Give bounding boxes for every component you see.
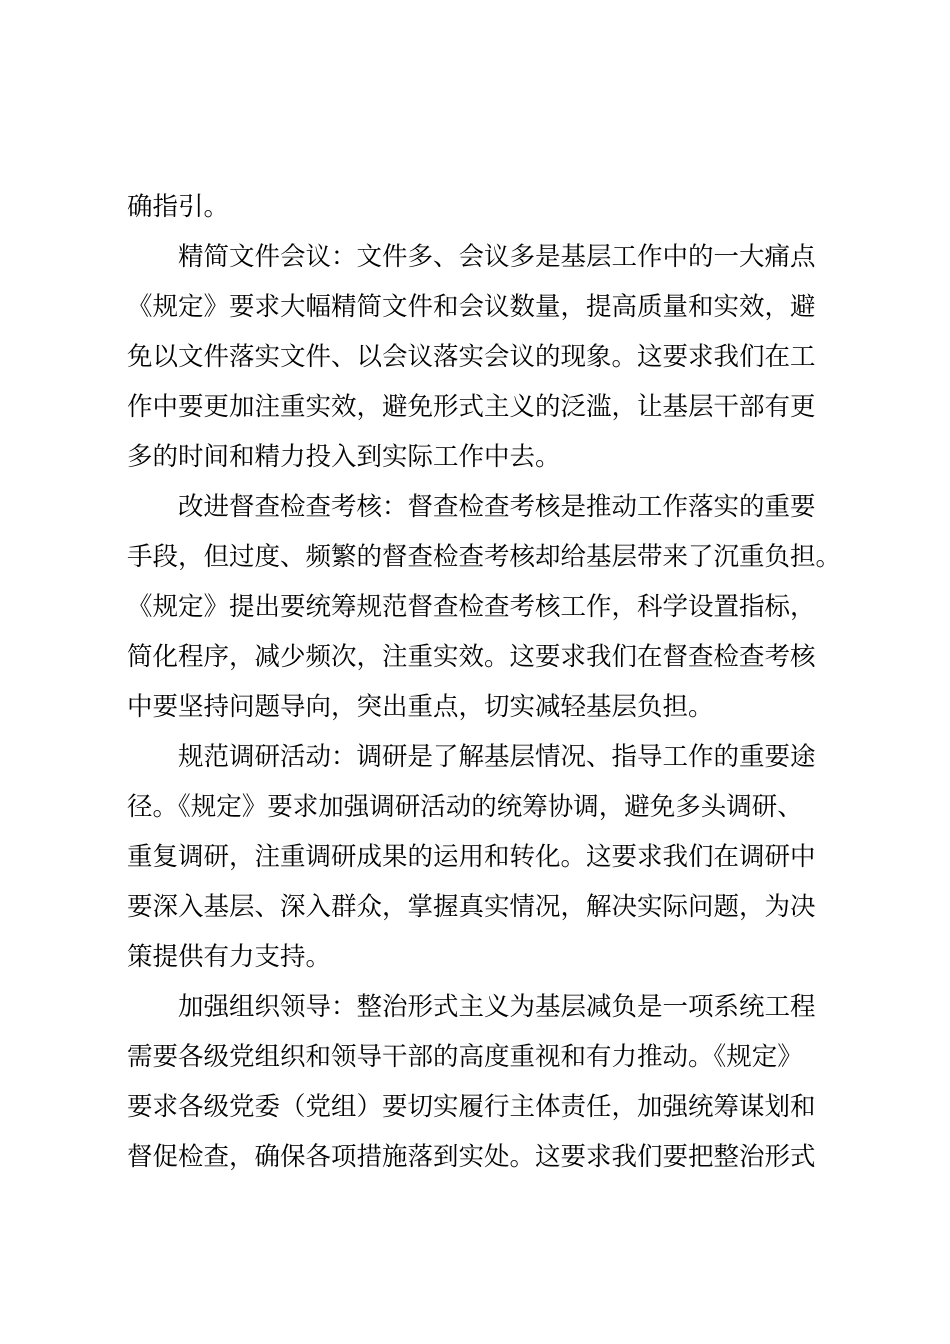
text-line: 改进督查检查考核：督查检查考核是推动工作落实的重要 xyxy=(178,492,816,522)
text-line: 《规定》要求大幅精简文件和会议数量，提高质量和实效，避 xyxy=(127,292,816,322)
paragraph-strengthen-leadership xyxy=(127,982,833,1182)
paragraph-improve-inspection xyxy=(127,482,842,732)
text-line: 确指引。 xyxy=(127,192,230,222)
paragraph-standardize-research xyxy=(127,732,833,982)
text-line: 规范调研活动：调研是了解基层情况、指导工作的重要途 xyxy=(178,742,816,772)
text-line: 加强组织领导：整治形式主义为基层减负是一项系统工程 xyxy=(178,992,816,1022)
text-line: 径。《规定》要求加强调研活动的统筹协调，避免多头调研、 xyxy=(127,792,803,822)
text-line: 需要各级党组织和领导干部的高度重视和有力推动。《规定》 xyxy=(127,1042,803,1072)
text-line: 要求各级党委（党组）要切实履行主体责任，加强统筹谋划和 xyxy=(127,1092,816,1122)
text-line: 中要坚持问题导向，突出重点，切实减轻基层负担。 xyxy=(127,692,714,722)
text-line: 作中要更加注重实效，避免形式主义的泛滥，让基层干部有更 xyxy=(127,392,816,422)
text-line: 督促检查，确保各项措施落到实处。这要求我们要把整治形式 xyxy=(127,1142,816,1172)
text-line: 《规定》提出要统筹规范督查检查考核工作，科学设置指标， xyxy=(127,592,816,622)
text-line: 精简文件会议：文件多、会议多是基层工作中的一大痛点 xyxy=(178,242,816,272)
text-line: 多的时间和精力投入到实际工作中去。 xyxy=(127,442,561,472)
text-line: 免以文件落实文件、以会议落实会议的现象。这要求我们在工 xyxy=(127,342,816,372)
text-line: 重复调研，注重调研成果的运用和转化。这要求我们在调研中 xyxy=(127,842,816,872)
document-body xyxy=(127,182,842,1182)
text-line: 策提供有力支持。 xyxy=(127,942,332,972)
text-line: 简化程序，减少频次，注重实效。这要求我们在督查检查考核 xyxy=(127,642,816,672)
paragraph-streamline-documents-meetings xyxy=(127,232,833,482)
text-line: 手段，但过度、频繁的督查检查考核却给基层带来了沉重负担。 xyxy=(127,542,842,572)
paragraph-continuation xyxy=(127,182,833,232)
text-line: 要深入基层、深入群众，掌握真实情况，解决实际问题，为决 xyxy=(127,892,816,922)
